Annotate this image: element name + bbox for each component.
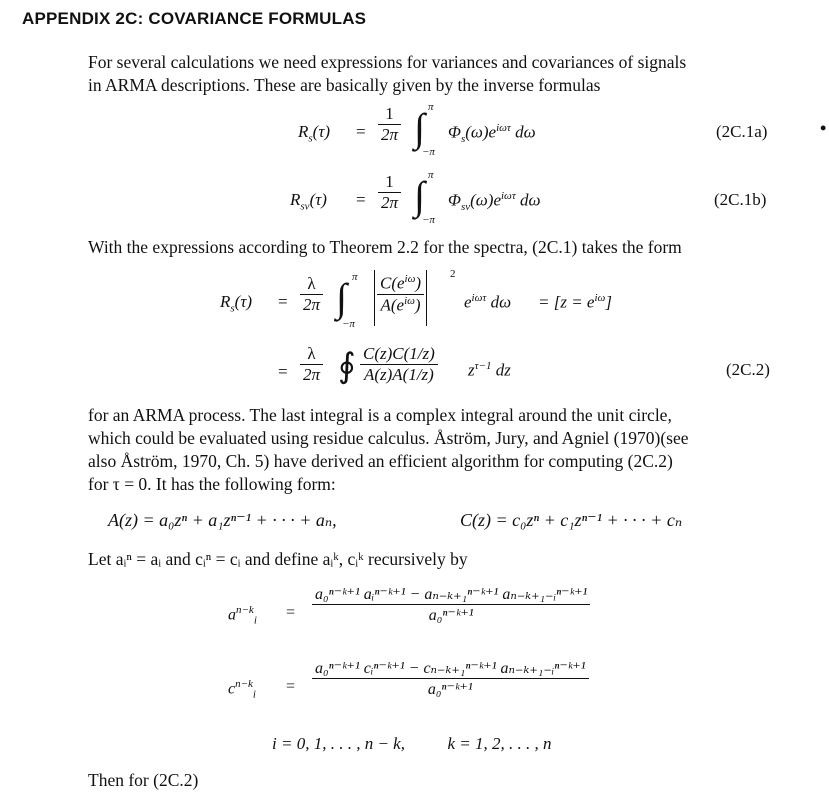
rec-a-num: a₀ⁿ⁻ᵏ⁺¹ aᵢⁿ⁻ᵏ⁺¹ − aₙ₋ₖ₊₁ⁿ⁻ᵏ⁺¹ aₙ₋ₖ₊₁₋ᵢⁿ⁻ᵏ⁺¹ bbox=[315, 586, 588, 603]
eq1a-integral-sign: ∫ bbox=[414, 105, 425, 150]
eq2-subst: = [z = e bbox=[538, 292, 595, 312]
eq2-dz: dz bbox=[495, 360, 511, 380]
para2-line-2: which could be evaluated using residue calculus. Åström, Jury, and Agniel (1970)(see bbox=[88, 428, 689, 448]
rec-a-lhs-sup: n−k bbox=[236, 604, 254, 616]
eq2-line2-2pi: 2π bbox=[300, 364, 323, 385]
rec-a-fraction bbox=[312, 584, 590, 625]
eq2-c-close: ) bbox=[415, 273, 422, 293]
eq2-subst-sup: iω bbox=[594, 292, 606, 304]
eq2-dw: dω bbox=[490, 292, 512, 312]
rec-a-den: a₀ⁿ⁻ᵏ⁺¹ bbox=[312, 604, 590, 625]
equation-2c1b bbox=[290, 168, 780, 228]
eq1b-lhs-sub: sv bbox=[300, 200, 310, 213]
eq1b-phi-sub: sv bbox=[460, 201, 471, 214]
para2-line-3: also Åström, 1970, Ch. 5) have derived an efficient algorithm for computing (2C.2) bbox=[88, 451, 673, 471]
eq2-a-den: A(e bbox=[380, 295, 405, 315]
rec-a-equals: = bbox=[286, 604, 296, 621]
eq1b-phi: Φ bbox=[448, 190, 461, 210]
rec-c-fraction bbox=[312, 658, 589, 699]
eq1b-exp: iωτ bbox=[501, 190, 516, 202]
eq1a-frac-num: 1 bbox=[385, 104, 394, 123]
eq2-line2-equals: = bbox=[278, 362, 288, 381]
eq2-lhs-sub: s bbox=[230, 302, 235, 315]
para2-line-4: for τ = 0. It has the following form: bbox=[88, 474, 336, 494]
eq2-arg: (τ) bbox=[234, 292, 253, 311]
eq1a-phi-sub: s bbox=[460, 133, 466, 146]
eq1b-lower: −π bbox=[422, 214, 435, 226]
eq1b-upper: π bbox=[428, 169, 434, 181]
recursion-a bbox=[228, 582, 628, 644]
eq2-e-sup: iωτ bbox=[471, 292, 487, 304]
equation-2c1a bbox=[298, 98, 778, 158]
rec-c-lhs-sup: n−k bbox=[235, 678, 253, 690]
eq1b-number: (2C.1b) bbox=[714, 190, 767, 209]
eq1a-tail: (ω)e bbox=[465, 122, 497, 142]
rec-a-lhs-sub: i bbox=[253, 614, 257, 627]
margin-mark: • bbox=[820, 118, 827, 138]
equation-2c2-line1 bbox=[220, 268, 670, 338]
eq2-lhs: R bbox=[220, 292, 231, 311]
eq1b-frac-den: 2π bbox=[378, 192, 401, 213]
eq1a-lhs: R bbox=[298, 122, 309, 141]
eq2-z: z bbox=[468, 360, 475, 380]
eq1a-phi: Φ bbox=[448, 122, 461, 142]
eq2-z-sup: τ−1 bbox=[474, 360, 492, 372]
rec-c-den: a₀ⁿ⁻ᵏ⁺¹ bbox=[312, 678, 589, 699]
eq1a-equals: = bbox=[356, 122, 366, 141]
eq2-equals: = bbox=[278, 292, 288, 311]
eq2-c-exp: iω bbox=[404, 273, 416, 285]
eq1b-dw: dω bbox=[520, 190, 541, 210]
equation-2c2-line2 bbox=[278, 340, 788, 400]
index-ranges: i = 0, 1, . . . , n − k, k = 1, 2, . . . , n bbox=[272, 734, 552, 753]
eq2-aa: A(z)A(1/z) bbox=[360, 364, 438, 385]
intro-line-1: For several calculations we need expressions for variances and covariances of signals bbox=[88, 52, 687, 72]
eq2-integral-sign: ∫ bbox=[336, 275, 347, 320]
eq1b-equals: = bbox=[356, 190, 366, 209]
eq2-line2-lambda-frac bbox=[300, 344, 323, 385]
eq2-2pi: 2π bbox=[300, 294, 323, 315]
eq2-line2-lambda: λ bbox=[307, 344, 316, 363]
eq2-square: 2 bbox=[450, 268, 456, 280]
eq2-a-close: ) bbox=[414, 295, 421, 315]
eq2-lambda-frac bbox=[300, 274, 323, 315]
eq1b-arg: (τ) bbox=[309, 190, 327, 209]
eq1b-lhs: R bbox=[290, 190, 301, 209]
eq2-c-num: C(e bbox=[380, 273, 405, 293]
eq1a-arg: (τ) bbox=[312, 122, 331, 141]
eq1b-frac-num: 1 bbox=[385, 172, 394, 191]
eq1b-integral-sign: ∫ bbox=[414, 173, 425, 218]
theorem-line: With the expressions according to Theorem 2.2 for the spectra, (2C.1) takes the form bbox=[88, 237, 682, 257]
eq1a-dw: dω bbox=[515, 122, 536, 142]
eq2-upper: π bbox=[352, 271, 358, 283]
page-heading: APPENDIX 2C: COVARIANCE FORMULAS bbox=[22, 9, 367, 28]
eq1a-upper: π bbox=[428, 101, 434, 113]
eq1a-fraction bbox=[378, 104, 401, 145]
intro-line-2: in ARMA descriptions. These are basically given by the inverse formulas bbox=[88, 75, 601, 95]
eq1a-number: (2C.1a) bbox=[716, 122, 768, 141]
eq1b-fraction bbox=[378, 172, 401, 213]
eq1b-tail: (ω)e bbox=[470, 190, 501, 210]
rec-c-lhs-sub: i bbox=[252, 688, 256, 701]
eq2-ratio bbox=[377, 273, 424, 315]
let-line: Let aᵢⁿ = aᵢ and cᵢⁿ = cᵢ and define aᵢᵏ, cᵢᵏ recursively by bbox=[88, 549, 468, 569]
then-line: Then for (2C.2) bbox=[88, 770, 199, 790]
recursion-c bbox=[228, 656, 628, 718]
rec-c-lhs: c bbox=[228, 680, 236, 698]
rec-c-equals: = bbox=[286, 678, 296, 695]
eq1a-lower: −π bbox=[422, 146, 435, 158]
eq2-lambda: λ bbox=[307, 274, 316, 293]
rec-c-num: a₀ⁿ⁻ᵏ⁺¹ cᵢⁿ⁻ᵏ⁺¹ − cₙ₋ₖ₊₁ⁿ⁻ᵏ⁺¹ aₙ₋ₖ₊₁₋ᵢⁿ⁻ᵏ⁺¹ bbox=[315, 660, 586, 677]
polynomial-a: A(z) = a₀zⁿ + a₁zⁿ⁻¹ + · · · + aₙ, bbox=[108, 510, 337, 530]
eq1a-lhs-sub: s bbox=[308, 132, 313, 145]
eq1a-frac-den: 2π bbox=[378, 124, 401, 145]
eq2-e: e bbox=[464, 292, 472, 312]
eq1a-exp: iωτ bbox=[496, 122, 511, 134]
eq2-contour-integral: ∮ bbox=[338, 348, 356, 385]
rec-a-lhs: a bbox=[228, 606, 236, 624]
eq2-cc: C(z)C(1/z) bbox=[363, 344, 435, 363]
eq2-polynomial-ratio bbox=[360, 344, 438, 385]
eq2-subst-close: ] bbox=[605, 292, 612, 312]
eq2-number: (2C.2) bbox=[726, 360, 770, 379]
para2-line-1: for an ARMA process. The last integral is a complex integral around the unit circle, bbox=[88, 405, 672, 425]
eq2-lower: −π bbox=[342, 318, 355, 330]
polynomial-c: C(z) = c₀zⁿ + c₁zⁿ⁻¹ + · · · + cₙ bbox=[460, 510, 683, 530]
eq2-abs-bars bbox=[374, 270, 427, 326]
eq2-a-exp: iω bbox=[404, 294, 415, 307]
